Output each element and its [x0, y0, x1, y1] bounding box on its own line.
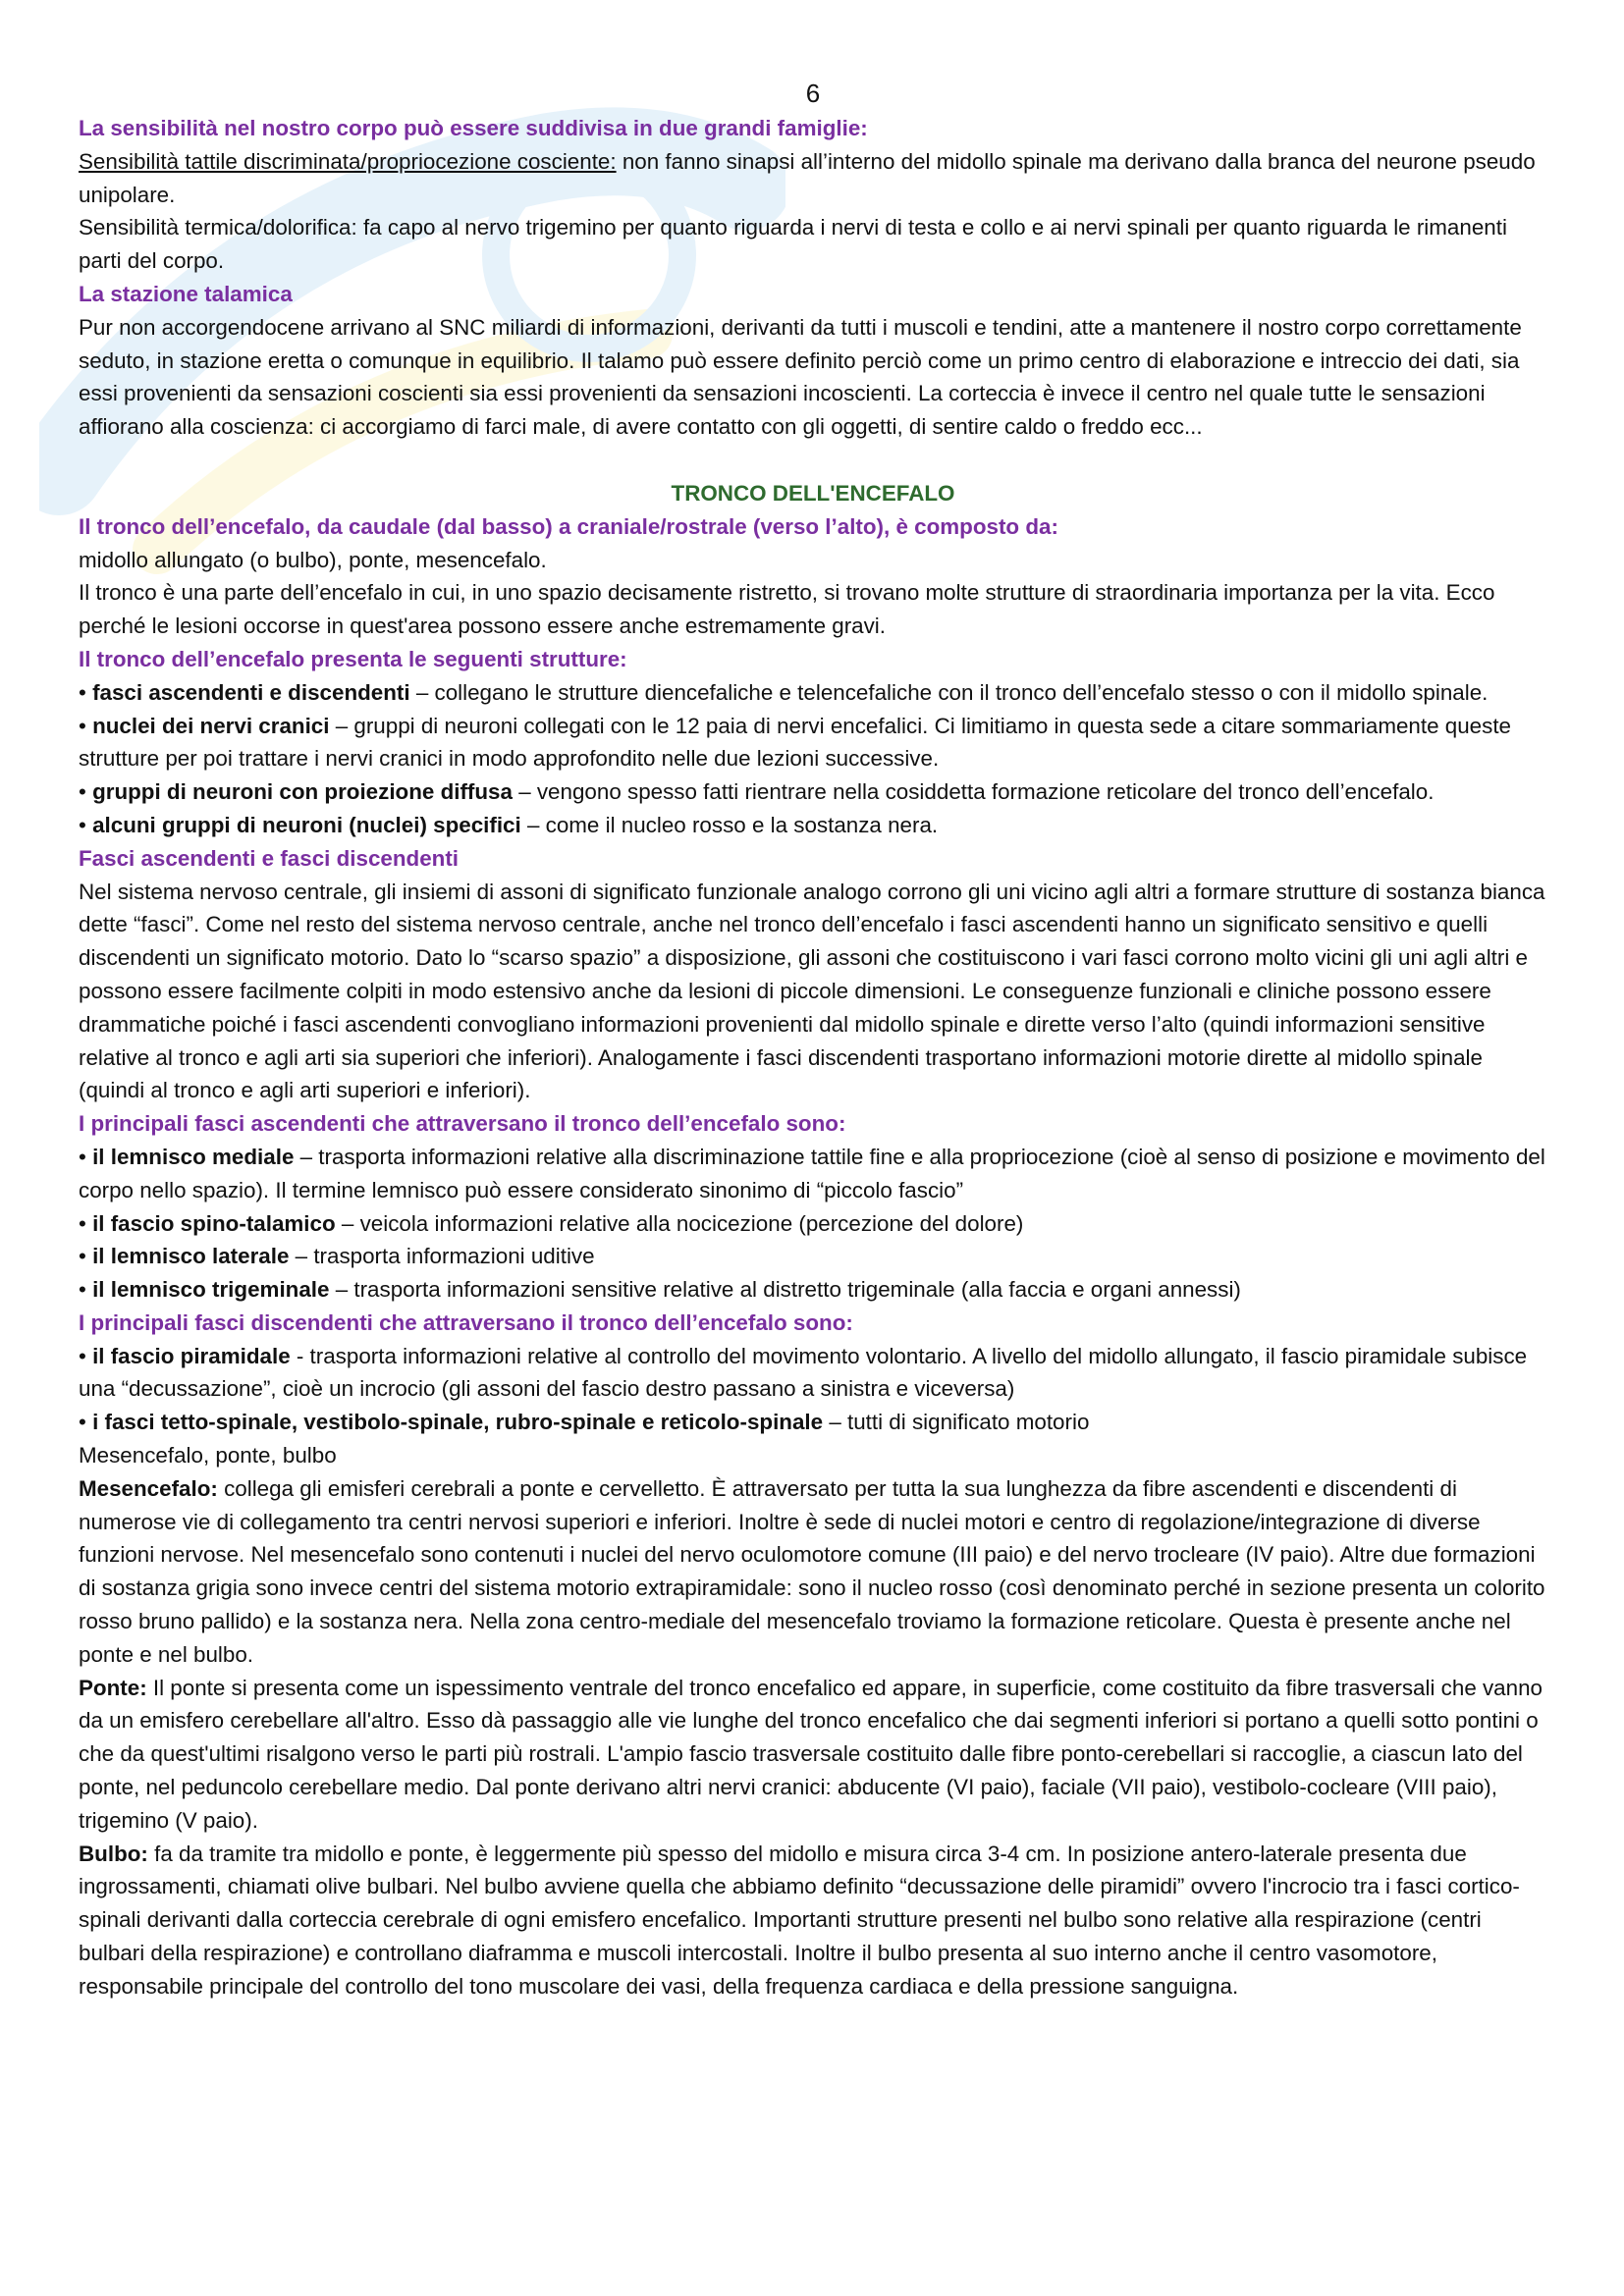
bullet-item: • il fascio spino-talamico – veicola informazioni relative alla nocicezione (percezione del dolore)	[79, 1210, 1024, 1236]
paragraph: midollo allungato (o bulbo), ponte, mesencefalo.	[79, 547, 547, 572]
bullet-lead: nuclei dei nervi cranici	[92, 713, 330, 738]
paragraph-lead: Mesencefalo:	[79, 1475, 218, 1501]
bullet-item: • il lemnisco trigeminale – trasporta informazioni sensitive relative al distretto trigeminale (alla faccia e organi annessi)	[79, 1277, 1241, 1303]
section-heading: La sensibilità nel nostro corpo può essere suddivisa in due grandi famiglie:	[79, 116, 868, 140]
paragraph-text: non fanno sinapsi all’interno del midollo spinale ma derivano dalla branca del neurone pseudo unipolare.	[79, 148, 1536, 207]
section-heading: La stazione talamica	[79, 281, 293, 306]
chapter-title: TRONCO DELL'ENCEFALO	[671, 480, 955, 506]
paragraph: Il tronco è una parte dell’encefalo in cui, in uno spazio decisamente ristretto, si trovano molte strutture di straordinaria importanza per la vita. Ecco perché le lesioni occorse in quest'area possono essere anche estremamente gravi.	[79, 580, 1495, 639]
paragraph: Ponte: Il ponte si presenta come un ispessimento ventrale del tronco encefalico ed appare, in superficie, come costituito da fibre trasversali che vanno da un emisfero cerebellare all'altro. Esso dà passaggio alle vie lunghe del tronco encefalico che dai segmenti inferiori si portano a quelli sotto pontini o che da quest'ultimi risalgono verso le parti più rostrali. L'ampio fascio trasversale costituito dalle fibre ponto-cerebellari si raccoglie, a ciascun lato del ponte, nel peduncolo cerebellare medio. Dal ponte derivano altri nervi cranici: abducente (VI paio), faciale (VII paio), vestibolo-cocleare (VIII paio), trigemino (V paio).	[79, 1675, 1543, 1833]
bullet-lead: il fascio piramidale	[92, 1343, 291, 1368]
bullet-lead: i fasci tetto-spinale, vestibolo-spinale, rubro-spinale e reticolo-spinale	[92, 1410, 824, 1435]
bullet-item: • il lemnisco laterale – trasporta informazioni uditive	[79, 1244, 595, 1269]
section-heading: I principali fasci ascendenti che attraversano il tronco dell’encefalo sono:	[79, 1111, 846, 1137]
bullet-lead: fasci ascendenti e discendenti	[92, 679, 410, 705]
page-number: 6	[805, 79, 821, 108]
paragraph-lead: Ponte:	[79, 1675, 147, 1700]
section-heading: Fasci ascendenti e fasci discendenti	[79, 845, 460, 871]
bullet-item: • i fasci tetto-spinale, vestibolo-spinale, rubro-spinale e reticolo-spinale – tutti di significato motorio	[79, 1410, 1090, 1435]
bullet-item: • fasci ascendenti e discendenti – collegano le strutture diencefaliche e telencefaliche con il tronco dell’encefalo stesso o con il midollo spinale.	[79, 679, 1489, 705]
bullet-lead: il lemnisco mediale	[92, 1144, 295, 1169]
paragraph: Pur non accorgendocene arrivano al SNC miliardi di informazioni, derivanti da tutti i muscoli e tendini, atte a mantenere il nostro corpo correttamente seduto, in stazione eretta o comunque in equilibrio. Il talamo può essere definito perciò come un primo centro di elaborazione e intreccio dei dati, sia essi provenienti da sensazioni coscienti sia essi provenienti da sensazioni incoscienti. La corteccia è invece il centro nel quale tutte le sensazioni affiorano alla coscienza: ci accorgiamo di farci male, di avere contatto con gli oggetti, di sentire caldo o freddo ecc...	[79, 314, 1522, 440]
paragraph	[79, 145, 1547, 212]
bullet-lead: alcuni gruppi di neuroni (nuclei) specifici	[92, 812, 521, 837]
paragraph: Mesencefalo: collega gli emisferi cerebrali a ponte e cervelletto. È attraversato per tutta la sua lunghezza da fibre ascendenti e discendenti di numerose vie di collegamento tra centri nervosi superiori e inferiori. Inoltre è sede di nuclei motori e centro di regolazione/integrazione di diverse funzioni nervose. Nel mesencefalo sono contenuti i nuclei del nervo oculomotore comune (III paio) e del nervo trocleare (IV paio). Altre due formazioni di sostanza grigia sono invece centri del sistema motorio extrapiramidale: sono il nucleo rosso (così denominato perché in sezione presenta un colorito rosso bruno pallido) e la sostanza nera. Nella zona centro-mediale del mesencefalo troviamo la formazione reticolare. Questa è presente anche nel ponte e nel bulbo.	[79, 1475, 1545, 1667]
paragraph-lead: Bulbo:	[79, 1841, 148, 1866]
paragraph-lead: Sensibilità tattile discriminata/propriocezione cosciente:	[79, 148, 617, 174]
bullet-item: • nuclei dei nervi cranici – gruppi di neuroni collegati con le 12 paia di nervi encefalici. Ci limitiamo in questa sede a citare sommariamente queste strutture per poi trattare i nervi cranici in modo approfondito nelle due lezioni successive.	[79, 713, 1512, 772]
bullet-lead: il lemnisco laterale	[92, 1244, 290, 1269]
section-heading: Il tronco dell’encefalo presenta le seguenti strutture:	[79, 646, 627, 671]
bullet-item: • il lemnisco mediale – trasporta informazioni relative alla discriminazione tattile fine e alla propriocezione (cioè al senso di posizione e movimento del corpo nello spazio). Il termine lemnisco può essere considerato sinonimo di “piccolo fascio”	[79, 1144, 1545, 1202]
bullet-lead: gruppi di neuroni con proiezione diffusa	[92, 779, 513, 805]
spacer	[79, 444, 1547, 477]
section-heading: I principali fasci discendenti che attraversano il tronco dell’encefalo sono:	[79, 1309, 853, 1335]
bullet-lead: il lemnisco trigeminale	[92, 1277, 330, 1303]
bullet-item: • alcuni gruppi di neuroni (nuclei) specifici – come il nucleo rosso e la sostanza nera.	[79, 812, 939, 837]
paragraph: Sensibilità termica/dolorifica: fa capo al nervo trigemino per quanto riguarda i nervi di testa e collo e ai nervi spinali per quanto riguarda le rimanenti parti del corpo.	[79, 215, 1507, 274]
section-heading: Il tronco dell’encefalo, da caudale (dal basso) a craniale/rostrale (verso l’alto), è composto da:	[79, 513, 1058, 539]
bullet-item: • il fascio piramidale - trasporta informazioni relative al controllo del movimento volontario. A livello del midollo allungato, il fascio piramidale subisce una “decussazione”, cioè un incrocio (gli assoni del fascio destro passano a sinistra e viceversa)	[79, 1343, 1528, 1402]
document-page	[79, 77, 1547, 2003]
bullet-item: • gruppi di neuroni con proiezione diffusa – vengono spesso fatti rientrare nella cosiddetta formazione reticolare del tronco dell’encefalo.	[79, 779, 1435, 805]
paragraph: Bulbo: fa da tramite tra midollo e ponte, è leggermente più spesso del midollo e misura circa 3-4 cm. In posizione antero-laterale presenta due ingrossamenti, chiamati olive bulbari. Nel bulbo avviene quella che abbiamo definito “decussazione delle piramidi” ovvero l'incrocio tra i fasci cortico-spinali derivanti dalla corteccia cerebrale di ogni emisfero encefalico. Importanti strutture presenti nel bulbo sono relative alla respirazione (centri bulbari della respirazione) e controllano diaframma e muscoli intercostali. Inoltre il bulbo presenta al suo interno anche il centro vasomotore, responsabile principale del controllo del tono muscolare dei vasi, della frequenza cardiaca e della pressione sanguigna.	[79, 1841, 1520, 1999]
paragraph: Nel sistema nervoso centrale, gli insiemi di assoni di significato funzionale analogo corrono gli uni vicino agli altri a formare strutture di sostanza bianca dette “fasci”. Come nel resto del sistema nervoso centrale, anche nel tronco dell’encefalo i fasci ascendenti hanno un significato sensitivo e quelli discendenti un significato motorio. Dato lo “scarso spazio” a disposizione, gli assoni che costituiscono i vari fasci corrono molto vicini gli uni agli altri e possono essere facilmente colpiti in modo estensivo anche da lesioni di piccole dimensioni. Le conseguenze funzionali e cliniche possono essere drammatiche poiché i fasci ascendenti convogliano informazioni provenienti dal midollo spinale e dirette verso l’alto (quindi informazioni sensitive relative al tronco e agli arti sia superiori che inferiori). Analogamente i fasci discendenti trasportano informazioni motorie dirette al midollo spinale (quindi al tronco e agli arti superiori e inferiori).	[79, 879, 1545, 1103]
paragraph: Mesencefalo, ponte, bulbo	[79, 1443, 337, 1468]
bullet-lead: il fascio spino-talamico	[92, 1210, 336, 1236]
